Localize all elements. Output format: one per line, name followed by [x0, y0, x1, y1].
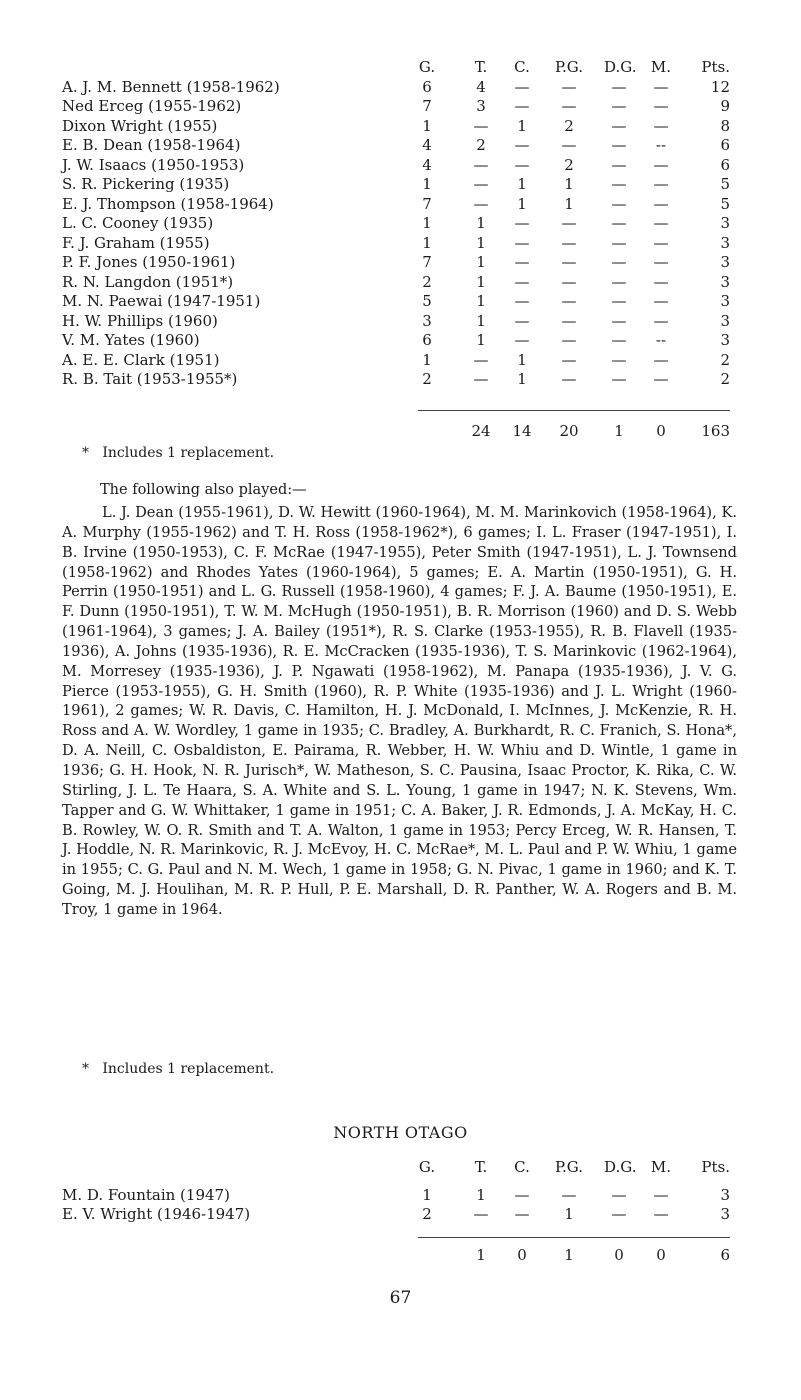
total-drop-goals: 1 — [614, 422, 624, 440]
total-tries: 1 — [476, 1246, 486, 1264]
tries-cell: 4 — [476, 77, 486, 96]
tries-cell: 1 — [476, 292, 486, 310]
conversions-cell: 1 — [517, 370, 527, 388]
points-cell: 2 — [720, 370, 730, 388]
player-name-cell: S. R. Pickering (1935) — [62, 175, 230, 193]
penalty-goals-cell: — — [561, 292, 577, 310]
col-header-tries: T. — [474, 1158, 488, 1176]
tries-cell: — — [473, 370, 489, 388]
drop-goals-cell: — — [611, 370, 627, 388]
points-cell: 3 — [720, 272, 730, 291]
table-header — [0, 1158, 801, 1178]
tries-cell: 1 — [476, 253, 486, 271]
games-cell: 3 — [422, 311, 432, 330]
table-row — [0, 214, 801, 234]
asterisk: * — [82, 1061, 89, 1077]
footnote-replacement-2 — [82, 1060, 274, 1078]
tries-cell: 1 — [476, 1185, 486, 1204]
col-header-tries: T. — [474, 58, 488, 76]
total-drop-goals: 0 — [614, 1246, 624, 1264]
penalty-goals-cell: — — [561, 370, 577, 388]
page-number: 67 — [389, 1288, 412, 1308]
table-row — [0, 312, 801, 332]
games-cell: 5 — [422, 292, 432, 310]
player-name-cell: L. C. Cooney (1935) — [62, 214, 214, 232]
conversions-cell: — — [514, 272, 530, 291]
col-header-points: Pts. — [701, 58, 730, 76]
tries-cell: 1 — [476, 311, 486, 330]
points-cell: 12 — [710, 77, 730, 96]
points-cell: 3 — [720, 331, 730, 349]
games-cell: 4 — [422, 155, 432, 174]
total-conversions: 0 — [517, 1246, 527, 1264]
col-header-drop-goals: D.G. — [604, 1158, 637, 1176]
games-cell: 4 — [422, 136, 432, 154]
games-cell: 1 — [422, 214, 432, 232]
tries-cell: — — [473, 116, 489, 135]
player-name-cell: E. J. Thompson (1958-1964) — [62, 194, 274, 213]
drop-goals-cell: — — [611, 97, 627, 115]
tries-cell: — — [473, 175, 489, 193]
total-tries: 24 — [471, 422, 491, 440]
games-cell: 7 — [422, 194, 432, 213]
player-name-cell: Dixon Wright (1955) — [62, 116, 218, 135]
col-header-drop-goals: D.G. — [604, 58, 637, 76]
conversions-cell: — — [514, 1205, 530, 1223]
penalty-goals-cell: 1 — [564, 1205, 574, 1223]
player-name-cell: F. J. Graham (1955) — [62, 233, 210, 252]
drop-goals-cell: — — [611, 175, 627, 193]
player-name-cell: E. B. Dean (1958-1964) — [62, 136, 241, 154]
marks-cell: — — [653, 77, 669, 96]
tries-cell: — — [473, 155, 489, 174]
footnote-text: Includes 1 replacement. — [102, 1061, 275, 1077]
player-name-cell: M. D. Fountain (1947) — [62, 1185, 230, 1204]
penalty-goals-cell: — — [561, 136, 577, 154]
penalty-goals-cell: 1 — [564, 194, 574, 213]
conversions-cell: — — [514, 136, 530, 154]
points-cell: 3 — [720, 253, 730, 271]
table-row — [0, 253, 801, 273]
player-stats-table — [0, 58, 801, 390]
drop-goals-cell: — — [611, 233, 627, 252]
penalty-goals-cell: — — [561, 311, 577, 330]
tries-cell: — — [473, 350, 489, 369]
points-cell: 3 — [720, 292, 730, 310]
total-points: 163 — [701, 422, 730, 440]
table-row — [0, 156, 801, 176]
penalty-goals-cell: — — [561, 253, 577, 271]
conversions-cell: — — [514, 311, 530, 330]
tries-cell: 2 — [476, 136, 486, 154]
games-cell: 2 — [422, 272, 432, 291]
table-row — [0, 331, 801, 351]
table-row — [0, 175, 801, 195]
marks-cell: -- — [655, 331, 667, 349]
table-row — [0, 195, 801, 215]
north-otago-totals-row — [0, 1246, 801, 1266]
player-name-cell: H. W. Phillips (1960) — [62, 311, 218, 330]
col-header-marks: M. — [650, 1158, 672, 1176]
conversions-cell: — — [514, 1185, 530, 1204]
table-row — [0, 292, 801, 312]
marks-cell: — — [653, 194, 669, 213]
drop-goals-cell: — — [611, 272, 627, 291]
marks-cell: — — [653, 292, 669, 310]
penalty-goals-cell: — — [561, 272, 577, 291]
marks-cell: — — [653, 155, 669, 174]
tries-cell: 1 — [476, 214, 486, 232]
col-header-points: Pts. — [701, 1158, 730, 1176]
table-row — [0, 370, 801, 390]
drop-goals-cell: — — [611, 194, 627, 213]
marks-cell: — — [653, 214, 669, 232]
total-points: 6 — [720, 1246, 730, 1264]
player-name-cell: A. E. E. Clark (1951) — [62, 350, 220, 369]
games-cell: 6 — [422, 77, 432, 96]
points-cell: 6 — [720, 155, 730, 174]
games-cell: 2 — [422, 1205, 432, 1223]
marks-cell: — — [653, 350, 669, 369]
conversions-cell: 1 — [517, 175, 527, 193]
penalty-goals-cell: — — [561, 97, 577, 115]
drop-goals-cell: — — [611, 1185, 627, 1204]
penalty-goals-cell: — — [561, 233, 577, 252]
marks-cell: — — [653, 175, 669, 193]
player-name-cell: A. J. M. Bennett (1958-1962) — [62, 77, 280, 96]
points-cell: 8 — [720, 116, 730, 135]
games-cell: 1 — [422, 116, 432, 135]
conversions-cell: — — [514, 253, 530, 271]
table-row — [0, 78, 801, 98]
marks-cell: — — [653, 272, 669, 291]
points-cell: 9 — [720, 97, 730, 115]
marks-cell: — — [653, 370, 669, 388]
table-row — [0, 117, 801, 137]
marks-cell: — — [653, 233, 669, 252]
table-row — [0, 97, 801, 117]
total-penalty-goals: 20 — [559, 422, 579, 440]
table-row — [0, 1186, 801, 1206]
conversions-cell: — — [514, 155, 530, 174]
penalty-goals-cell: 2 — [564, 116, 574, 135]
marks-cell: — — [653, 97, 669, 115]
games-cell: 1 — [422, 233, 432, 252]
totals-rule — [418, 410, 730, 411]
points-cell: 2 — [720, 350, 730, 369]
penalty-goals-cell: — — [561, 331, 577, 349]
table-row — [0, 273, 801, 293]
table-row — [0, 1205, 801, 1225]
player-name-cell: Ned Erceg (1955-1962) — [62, 97, 242, 115]
tries-cell: 1 — [476, 233, 486, 252]
conversions-cell: — — [514, 77, 530, 96]
tries-cell: 1 — [476, 331, 486, 349]
also-played-paragraph: L. J. Dean (1955-1961), D. W. Hewitt (1960-1964), M. M. Marinkovich (1958-1964), K. A. Murphy (1955-1962) and T. H. Ross (1958-1962*), 6 games; I. L. Fraser (1947-1951), I. B. Irvine (1950-1953), C. F. McRae (1947-1955), Peter Smith (1947-1951), L. J. Townsend (1958-1962) and Rhodes Yates (1960-1964), 5 games; E. A. Martin (1950-1951), G. H. Perrin (1950-1951) and L. G. Russell (1958-1960), 4 games; F. J. A. Baume (1950-1951), E. F. Dunn (1950-1951), T. W. M. McHugh (1950-1951), B. R. Morrison (1960) and D. S. Webb (1961-1964), 3 games; J. A. Bailey (1951*), R. S. Clarke (1953-1955), R. B. Flavell (1935-1936), A. Johns (1935-1936), R. E. McCracken (1935-1936), T. S. Marinkovic (1962-1964), M. Morresey (1935-1936), J. P. Ngawati (1958-1962), M. Panapa (1935-1936), J. V. G. Pierce (1953-1955), G. H. Smith (1960), R. P. White (1935-1936) and J. L. Wright (1960-1961), 2 games; W. R. Davis, C. Hamilton, H. J. McDonald, I. McInnes, J. McKenzie, R. H. Ross and A. W. Wordley, 1 game in 1935; C. Bradley, A. Burkhardt, R. C. Franich, S. Hona*, D. A. Neill, C. Osbaldiston, E. Pairama, R. Webber, H. W. Whiu and D. Wintle, 1 game in 1936; G. H. Hook, N. R. Jurisch*, W. Matheson, S. C. Pausina, Isaac Proctor, K. Rika, C. W. Stirling, J. L. Te Haara, S. A. White and S. L. Young, 1 game in 1947; N. K. Stevens, Wm. Tapper and G. W. Whittaker, 1 game in 1951; C. A. Baker, J. R. Edmonds, J. A. McKay, H. C. B. Rowley, W. O. R. Smith and T. A. Walton, 1 game in 1953; Percy Erceg, W. R. Hansen, T. J. Hoddle, N. R. Marinkovic, R. J. McEvoy, H. C. McRae*, M. L. Paul and P. W. Whiu, 1 game in 1955; C. G. Paul and N. M. Wech, 1 game in 1958; G. N. Pivac, 1 game in 1960; and K. T. Going, M. J. Houlihan, M. R. P. Hull, P. E. Marshall, D. R. Panther, W. A. Rogers and B. M. Troy, 1 game in 1964. — [62, 504, 737, 918]
table-row — [0, 136, 801, 156]
drop-goals-cell: — — [611, 253, 627, 271]
conversions-cell: — — [514, 233, 530, 252]
penalty-goals-cell: — — [561, 1185, 577, 1204]
conversions-cell: 1 — [517, 116, 527, 135]
table-row — [0, 234, 801, 254]
player-name-cell: R. N. Langdon (1951*) — [62, 272, 234, 291]
total-conversions: 14 — [512, 422, 532, 440]
tries-cell: — — [473, 1205, 489, 1223]
table-row — [0, 351, 801, 371]
games-cell: 2 — [422, 370, 432, 388]
player-name-cell: V. M. Yates (1960) — [62, 331, 200, 349]
col-header-penalty-goals: P.G. — [554, 1158, 584, 1176]
conversions-cell: 1 — [517, 350, 527, 369]
col-header-conversions: C. — [514, 1158, 530, 1176]
marks-cell: — — [653, 253, 669, 271]
games-cell: 1 — [422, 1185, 432, 1204]
games-cell: 1 — [422, 175, 432, 193]
col-header-penalty-goals: P.G. — [554, 58, 584, 76]
conversions-cell: 1 — [517, 194, 527, 213]
tries-cell: — — [473, 194, 489, 213]
north-otago-table — [0, 1158, 801, 1225]
games-cell: 7 — [422, 253, 432, 271]
marks-cell: — — [653, 116, 669, 135]
points-cell: 3 — [720, 214, 730, 232]
points-cell: 3 — [720, 1205, 730, 1223]
player-name-cell: R. B. Tait (1953-1955*) — [62, 370, 238, 388]
marks-cell: — — [653, 311, 669, 330]
drop-goals-cell: — — [611, 1205, 627, 1223]
tries-cell: 1 — [476, 272, 486, 291]
total-marks: 0 — [656, 422, 666, 440]
points-cell: 5 — [720, 194, 730, 213]
section-title: NORTH OTAGO — [333, 1123, 468, 1142]
penalty-goals-cell: — — [561, 77, 577, 96]
points-cell: 3 — [720, 233, 730, 252]
player-name-cell: M. N. Paewai (1947-1951) — [62, 292, 261, 310]
drop-goals-cell: — — [611, 155, 627, 174]
drop-goals-cell: — — [611, 292, 627, 310]
also-played-heading: The following also played:— — [100, 482, 307, 498]
penalty-goals-cell: 1 — [564, 175, 574, 193]
penalty-goals-cell: — — [561, 214, 577, 232]
games-cell: 1 — [422, 350, 432, 369]
penalty-goals-cell: 2 — [564, 155, 574, 174]
conversions-cell: — — [514, 292, 530, 310]
player-name-cell: J. W. Isaacs (1950-1953) — [62, 155, 245, 174]
drop-goals-cell: — — [611, 214, 627, 232]
footnote-replacement — [82, 444, 274, 462]
points-cell: 6 — [720, 136, 730, 154]
asterisk: * — [82, 445, 89, 461]
table-header — [0, 58, 801, 78]
marks-cell: — — [653, 1205, 669, 1223]
drop-goals-cell: — — [611, 311, 627, 330]
col-header-games: G. — [418, 58, 436, 76]
player-name-cell: E. V. Wright (1946-1947) — [62, 1205, 251, 1223]
marks-cell: — — [653, 1185, 669, 1204]
totals-row — [0, 422, 801, 442]
drop-goals-cell: — — [611, 331, 627, 349]
drop-goals-cell: — — [611, 116, 627, 135]
penalty-goals-cell: — — [561, 350, 577, 369]
conversions-cell: — — [514, 214, 530, 232]
totals-rule — [418, 1237, 730, 1238]
drop-goals-cell: — — [611, 350, 627, 369]
drop-goals-cell: — — [611, 136, 627, 154]
total-penalty-goals: 1 — [564, 1246, 574, 1264]
tries-cell: 3 — [476, 97, 486, 115]
drop-goals-cell: — — [611, 77, 627, 96]
games-cell: 6 — [422, 331, 432, 349]
conversions-cell: — — [514, 331, 530, 349]
col-header-conversions: C. — [514, 58, 530, 76]
points-cell: 3 — [720, 1185, 730, 1204]
points-cell: 3 — [720, 311, 730, 330]
games-cell: 7 — [422, 97, 432, 115]
points-cell: 5 — [720, 175, 730, 193]
footnote-text: Includes 1 replacement. — [102, 445, 275, 461]
col-header-marks: M. — [650, 58, 672, 76]
total-marks: 0 — [656, 1246, 666, 1264]
conversions-cell: — — [514, 97, 530, 115]
col-header-games: G. — [418, 1158, 436, 1176]
player-name-cell: P. F. Jones (1950-1961) — [62, 253, 236, 271]
marks-cell: -- — [655, 136, 667, 154]
